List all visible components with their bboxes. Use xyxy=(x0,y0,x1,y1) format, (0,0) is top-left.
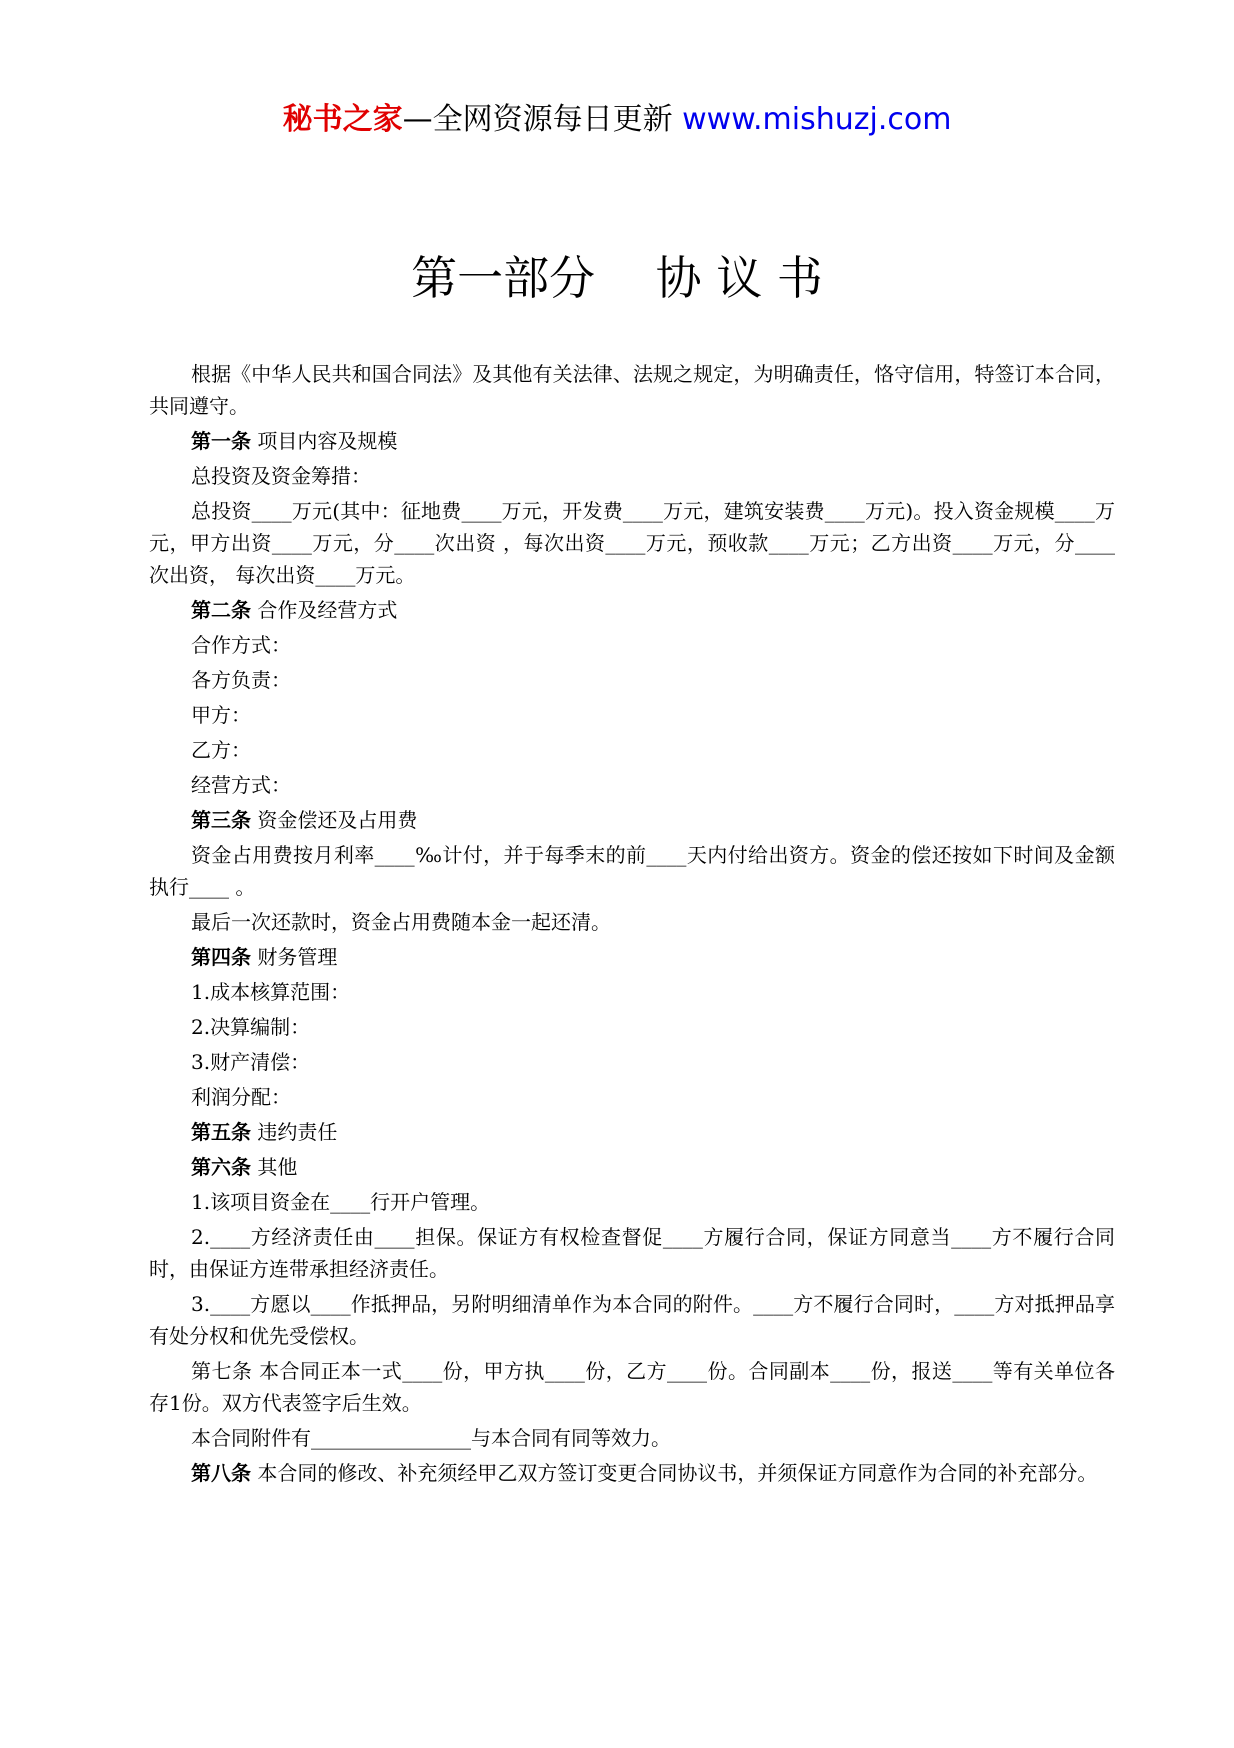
article-4-heading xyxy=(149,941,1115,973)
article-5-heading xyxy=(149,1116,1115,1148)
parties-responsibility: 各方负责： xyxy=(191,668,291,692)
article-1-label: 第一条 xyxy=(191,429,251,453)
article-6-label: 第六条 xyxy=(191,1155,251,1179)
article-5-title: 违约责任 xyxy=(251,1120,338,1144)
finance-item-3: 3.财产清偿： xyxy=(191,1050,311,1074)
party-b: 乙方： xyxy=(191,738,251,762)
article-1-title: 项目内容及规模 xyxy=(251,429,398,453)
article-6-title: 其他 xyxy=(251,1155,298,1179)
document-title: 第一部分 协 议 书 xyxy=(411,251,823,305)
article-8-label: 第八条 xyxy=(191,1461,251,1485)
banner-tagline: —全网资源每日更新 xyxy=(402,102,683,137)
brand-name: 秘书之家 xyxy=(282,102,403,137)
site-banner xyxy=(0,100,1234,140)
article-4-label: 第四条 xyxy=(191,945,251,969)
last-payment: 最后一次还款时，资金占用费随本金一起还清。 xyxy=(191,910,611,934)
other-item-2: 2.____方经济责任由____担保。保证方有权检查督促____方履行合同，保证方同意当____方不履行合同时，由保证方连带承担经济责任。 xyxy=(149,1225,1115,1281)
article-5-label: 第五条 xyxy=(191,1120,251,1144)
party-a: 甲方： xyxy=(191,703,251,727)
attachments-clause: 本合同附件有________________与本合同有同等效力。 xyxy=(191,1426,671,1450)
article-2-heading xyxy=(149,594,1115,626)
article-1-heading xyxy=(149,425,1115,457)
other-item-3: 3.____方愿以____作抵押品，另附明细清单作为本合同的附件。____方不履行合同时，____方对抵押品享有处分权和优先受偿权。 xyxy=(149,1292,1115,1348)
article-6-heading xyxy=(149,1151,1115,1183)
article-4-title: 财务管理 xyxy=(251,945,338,969)
intro-paragraph: 根据《中华人民共和国合同法》及其他有关法律、法规之规定，为明确责任，恪守信用，特签订本合同，共同遵守。 xyxy=(149,362,1115,418)
profit-distribution: 利润分配： xyxy=(191,1085,291,1109)
other-item-1: 1.该项目资金在____行开户管理。 xyxy=(191,1190,491,1214)
operation-mode: 经营方式： xyxy=(191,773,291,797)
article-2-title: 合作及经营方式 xyxy=(251,598,398,622)
fee-detail: 资金占用费按月利率____‰计付，并于每季末的前____天内付给出资方。资金的偿还按如下时间及金额执行____ 。 xyxy=(149,843,1115,899)
article-3-label: 第三条 xyxy=(191,808,251,832)
site-url-link[interactable]: www.mishuzj.com xyxy=(682,102,952,137)
finance-item-2: 2.决算编制： xyxy=(191,1015,311,1039)
article-2-label: 第二条 xyxy=(191,598,251,622)
cooperation-mode: 合作方式： xyxy=(191,633,291,657)
article-8-heading xyxy=(149,1457,1115,1489)
article-8-text: 本合同的修改、补充须经甲乙双方签订变更合同协议书，并须保证方同意作为合同的补充部分。 xyxy=(251,1461,1098,1485)
finance-item-1: 1.成本核算范围： xyxy=(191,980,351,1004)
article-7: 第七条 本合同正本一式____份，甲方执____份，乙方____份。合同副本____份，报送____等有关单位各存1份。双方代表签字后生效。 xyxy=(149,1359,1115,1415)
article-3-heading xyxy=(149,804,1115,836)
document-body xyxy=(149,358,1115,1492)
article-3-title: 资金偿还及占用费 xyxy=(251,808,418,832)
investment-detail: 总投资____万元(其中：征地费____万元，开发费____万元，建筑安装费____万元)。投入资金规模____万元，甲方出资____万元，分____次出资 ，每次出资____万元，预收款____万元；乙方出资____万元，分____次出资， 每次出资____万元。 xyxy=(149,499,1115,587)
investment-heading: 总投资及资金筹措： xyxy=(191,464,371,488)
